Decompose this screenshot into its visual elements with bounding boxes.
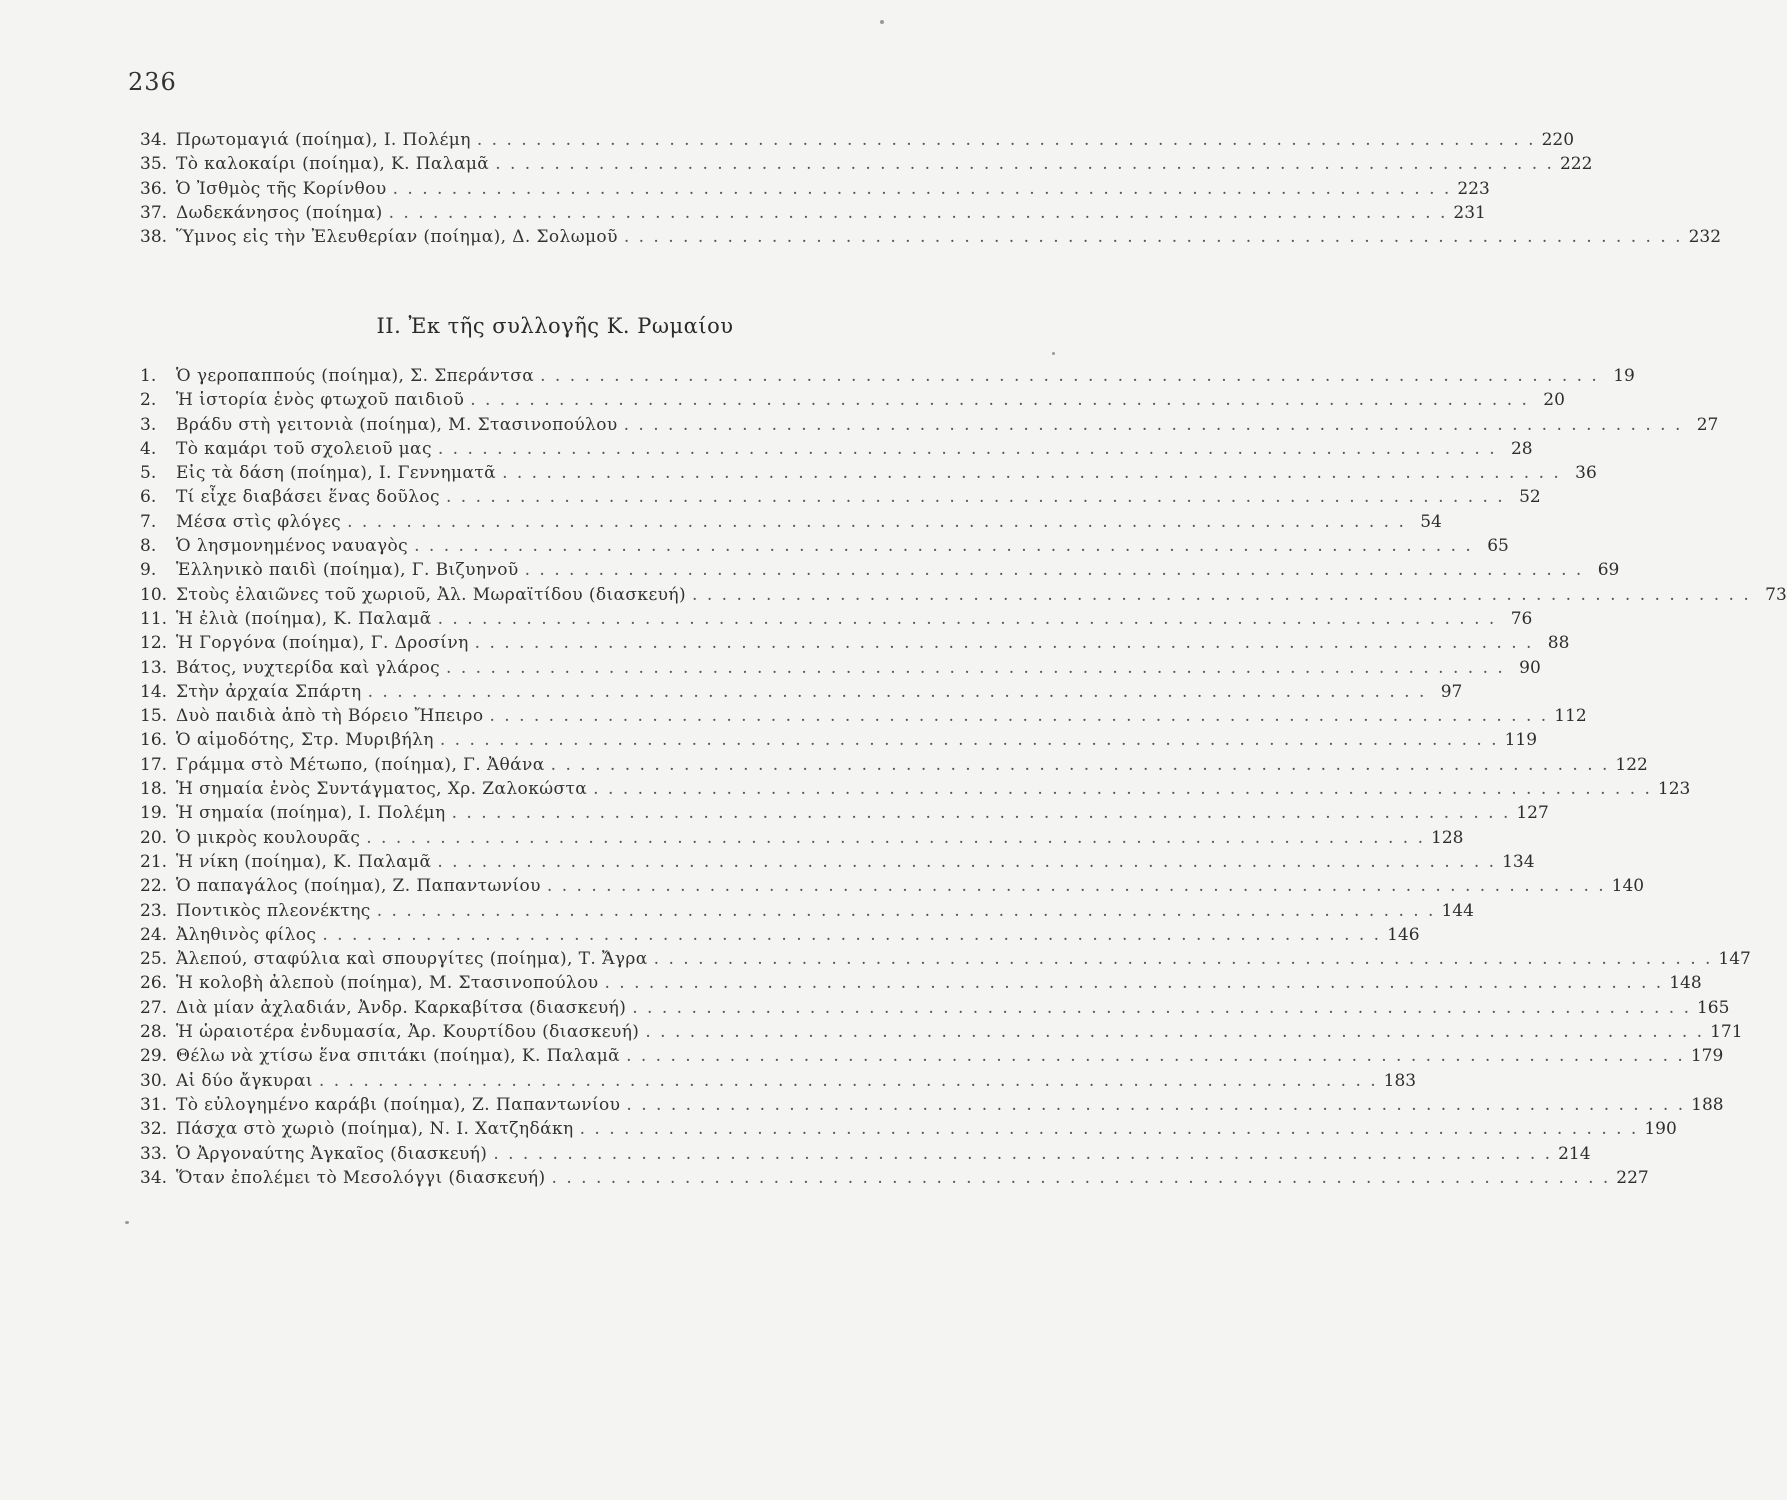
toc-section-one <box>140 128 1722 249</box>
toc-entry <box>140 461 1597 485</box>
toc-entry-title: Ἡ σημαία ἑνὸς Συντάγματος, Χρ. Ζαλοκώστα <box>176 779 588 800</box>
toc-entry-page: 148 <box>1669 973 1702 994</box>
toc-entry <box>140 152 1593 176</box>
toc-entry-page: 220 <box>1541 130 1575 150</box>
toc-dot-leader <box>495 152 1554 176</box>
toc-entry-page: 20 <box>1543 390 1565 411</box>
toc-dot-leader <box>366 826 1425 850</box>
toc-entry-number: 13. <box>140 657 168 678</box>
toc-dot-leader <box>645 1020 1704 1044</box>
toc-dot-leader <box>477 128 1536 152</box>
toc-entry-page: 222 <box>1559 154 1593 175</box>
toc-entry <box>140 1069 1417 1093</box>
paper-speck <box>125 1221 129 1224</box>
toc-entry-title: Τί εἶχε διαβάσει ἕνας δοῦλος <box>176 487 440 508</box>
toc-entry-title: Γράμμα στὸ Μέτωπο, (ποίημα), Γ. Ἀθάνα <box>176 754 545 775</box>
toc-entry-number: 36. <box>140 178 168 199</box>
toc-entry-page: 19 <box>1613 366 1635 386</box>
toc-entry-number: 4. <box>140 438 157 459</box>
toc-dot-leader <box>692 583 1751 607</box>
toc-entry-page: 54 <box>1420 511 1442 532</box>
toc-entry <box>140 753 1648 777</box>
toc-entry-title: Ὁ παπαγάλος (ποίημα), Ζ. Παπαντωνίου <box>176 876 541 897</box>
toc-entry-page: 76 <box>1510 608 1533 629</box>
toc-dot-leader <box>624 225 1683 249</box>
toc-entry-number: 21. <box>140 851 168 872</box>
toc-entry <box>140 485 1541 509</box>
toc-entry <box>140 607 1533 631</box>
toc-dot-leader <box>393 177 1452 201</box>
toc-entry-number: 18. <box>140 779 168 800</box>
section-heading: II. Ἐκ τῆς συλλογῆς Κ. Ρωμαίου <box>376 314 734 338</box>
toc-entry <box>140 510 1442 534</box>
toc-entry <box>140 826 1464 850</box>
toc-entry-title: Αἱ δύο ἄγκυραι <box>176 1070 313 1091</box>
toc-dot-leader <box>632 996 1691 1020</box>
toc-entry-number: 15. <box>140 706 168 727</box>
toc-dot-leader <box>551 753 1610 777</box>
paper-speck <box>1052 352 1055 355</box>
toc-entry-number: 8. <box>140 536 157 557</box>
toc-entry <box>140 534 1509 558</box>
toc-entry-page: 231 <box>1453 202 1486 223</box>
toc-entry-number: 28. <box>140 1022 168 1043</box>
page-number: 236 <box>128 68 177 96</box>
toc-entry-number: 16. <box>140 730 168 751</box>
toc-entry-title: Ὕμνος εἰς τὴν Ἐλευθερίαν (ποίημα), Δ. Σολωμοῦ <box>176 227 618 248</box>
toc-entry-page: 69 <box>1597 560 1620 581</box>
toc-entry <box>140 1044 1724 1068</box>
toc-entry-page: 227 <box>1616 1167 1649 1188</box>
toc-entry-page: 134 <box>1502 851 1535 872</box>
toc-dot-leader <box>452 801 1511 825</box>
paper-speck <box>880 20 884 24</box>
toc-entry-page: 147 <box>1718 949 1751 970</box>
toc-dot-leader <box>440 728 1499 752</box>
toc-entry-page: 88 <box>1547 633 1570 654</box>
toc-entry <box>140 777 1691 801</box>
toc-entry-page: 140 <box>1611 876 1645 897</box>
toc-entry <box>140 899 1474 923</box>
toc-entry-title: Τὸ εὐλογημένο καράβι (ποίημα), Ζ. Παπαντωνίου <box>176 1094 621 1115</box>
toc-entry-title: Ἡ ἱστορία ἑνὸς φτωχοῦ παιδιοῦ <box>176 390 465 411</box>
toc-entry-page: 183 <box>1383 1070 1417 1091</box>
toc-entry-number: 5. <box>140 463 157 484</box>
toc-entry-title: Ἡ νίκη (ποίημα), Κ. Παλαμᾶ <box>176 851 432 872</box>
toc-dot-leader <box>552 1166 1611 1190</box>
toc-entry-page: 97 <box>1440 681 1463 702</box>
toc-dot-leader <box>626 1044 1685 1068</box>
toc-entry <box>140 728 1538 752</box>
toc-entry <box>140 583 1787 607</box>
toc-entry <box>140 413 1719 437</box>
toc-dot-leader <box>438 437 1497 461</box>
toc-dot-leader <box>368 680 1427 704</box>
toc-entry-number: 3. <box>140 414 157 435</box>
toc-entry-page: 122 <box>1615 754 1648 775</box>
toc-dot-leader <box>475 631 1534 655</box>
toc-entry <box>140 201 1486 225</box>
toc-entry-title: Ὁ λησμονημένος ναυαγὸς <box>176 536 409 557</box>
toc-dot-leader <box>540 364 1599 388</box>
toc-dot-leader <box>580 1117 1639 1141</box>
toc-entry-title: Τὸ καμάρι τοῦ σχολειοῦ μας <box>176 438 432 459</box>
toc-entry <box>140 971 1702 995</box>
toc-entry-title: Διὰ μίαν ἀχλαδιάν, Ἀνδρ. Καρκαβίτσα (διασκευή) <box>176 997 627 1018</box>
toc-entry-page: 123 <box>1657 779 1691 800</box>
toc-entry <box>140 1166 1649 1190</box>
toc-entry-number: 26. <box>140 973 168 994</box>
toc-entry-number: 34. <box>140 1167 168 1188</box>
toc-entry <box>140 656 1541 680</box>
toc-entry-title: Βάτος, νυχτερίδα καὶ γλάρος <box>176 657 441 678</box>
toc-entry <box>140 225 1722 249</box>
toc-dot-leader <box>470 388 1529 412</box>
toc-entry-number: 37. <box>140 202 168 223</box>
toc-entry-number: 17. <box>140 754 168 775</box>
toc-entry-title: Ἡ Γοργόνα (ποίημα), Γ. Δροσίνη <box>176 633 469 654</box>
toc-dot-leader <box>446 656 1505 680</box>
toc-entry-number: 19. <box>140 803 168 824</box>
toc-entry-title: Θέλω νὰ χτίσω ἕνα σπιτάκι (ποίημα), Κ. Παλαμᾶ <box>176 1046 621 1067</box>
toc-entry-title: Ὁ γεροπαππούς (ποίημα), Σ. Σπεράντσα <box>176 366 535 386</box>
toc-entry-title: Δωδεκάνησος (ποίημα) <box>176 202 383 223</box>
toc-entry-number: 6. <box>140 487 157 508</box>
toc-entry-page: 36 <box>1575 463 1597 484</box>
toc-dot-leader <box>493 1142 1552 1166</box>
toc-entry-number: 38. <box>140 227 168 248</box>
toc-entry-number: 9. <box>140 560 157 581</box>
toc-entry <box>140 1093 1724 1117</box>
toc-entry-number: 30. <box>140 1070 168 1091</box>
toc-entry-number: 12. <box>140 633 168 654</box>
toc-entry-title: Ὁ μικρὸς κουλουρᾶς <box>176 827 361 848</box>
toc-entry-page: 232 <box>1688 227 1722 248</box>
toc-entry-title: Ὁ Ἀργοναύτης Ἀγκαῖος (διασκευή) <box>176 1143 488 1164</box>
toc-entry-page: 52 <box>1519 487 1541 508</box>
toc-entry <box>140 704 1587 728</box>
toc-dot-leader <box>593 777 1652 801</box>
toc-entry <box>140 177 1490 201</box>
toc-dot-leader <box>525 558 1584 582</box>
toc-entry <box>140 996 1730 1020</box>
toc-dot-leader <box>624 413 1683 437</box>
toc-entry-title: Ἡ ἐλιὰ (ποίημα), Κ. Παλαμᾶ <box>176 608 432 629</box>
toc-entry-title: Ποντικὸς πλεονέκτης <box>176 900 371 921</box>
toc-dot-leader <box>489 704 1548 728</box>
toc-dot-leader <box>547 874 1606 898</box>
toc-entry-number: 22. <box>140 876 168 897</box>
toc-entry-number: 32. <box>140 1119 168 1140</box>
toc-entry-title: Μέσα στὶς φλόγες <box>176 511 342 532</box>
toc-entry-number: 29. <box>140 1046 168 1067</box>
toc-entry-title: Ὁ Ἰσθμὸς τῆς Κορίνθου <box>176 178 387 199</box>
toc-entry-number: 14. <box>140 681 168 702</box>
toc-entry-page: 190 <box>1644 1119 1677 1140</box>
toc-dot-leader <box>319 1069 1378 1093</box>
toc-entry-title: Πάσχα στὸ χωριὸ (ποίημα), Ν. Ι. Χατζηδάκη <box>176 1119 574 1140</box>
toc-dot-leader <box>389 201 1448 225</box>
toc-dot-leader <box>626 1093 1685 1117</box>
toc-entry-page: 73 <box>1765 584 1787 605</box>
toc-entry-number: 7. <box>140 511 157 532</box>
toc-entry-page: 65 <box>1487 536 1509 557</box>
toc-dot-leader <box>654 947 1713 971</box>
toc-entry-title: Εἰς τὰ δάση (ποίημα), Ι. Γεννηματᾶ <box>176 463 497 484</box>
toc-entry-page: 214 <box>1558 1143 1591 1164</box>
toc-entry <box>140 1020 1743 1044</box>
toc-dot-leader <box>414 534 1473 558</box>
toc-entry-page: 112 <box>1554 706 1587 727</box>
toc-entry <box>140 801 1549 825</box>
toc-entry <box>140 364 1635 388</box>
toc-entry-page: 144 <box>1441 900 1474 921</box>
toc-entry <box>140 1117 1677 1141</box>
toc-dot-leader <box>446 485 1505 509</box>
toc-dot-leader <box>502 461 1561 485</box>
toc-entry-page: 28 <box>1510 438 1533 459</box>
toc-dot-leader <box>438 607 1497 631</box>
toc-entry-page: 127 <box>1516 803 1549 824</box>
toc-entry <box>140 680 1463 704</box>
toc-dot-leader <box>377 899 1436 923</box>
toc-entry-number: 2. <box>140 390 157 411</box>
toc-entry <box>140 128 1575 152</box>
toc-entry-title: Πρωτομαγιά (ποίημα), Ι. Πολέμη <box>176 130 471 150</box>
toc-entry <box>140 947 1751 971</box>
toc-entry-page: 146 <box>1387 924 1420 945</box>
toc-entry-title: Βράδυ στὴ γειτονιὰ (ποίημα), Μ. Στασινοπούλου <box>176 414 618 435</box>
toc-entry-title: Ἀλεπού, σταφύλια καὶ σπουργίτες (ποίημα), Τ. Ἄγρα <box>176 949 648 970</box>
toc-entry-page: 179 <box>1690 1046 1724 1067</box>
toc-entry <box>140 850 1535 874</box>
toc-entry <box>140 437 1533 461</box>
toc-entry-number: 20. <box>140 827 168 848</box>
toc-dot-leader <box>322 923 1381 947</box>
toc-entry-number: 33. <box>140 1143 168 1164</box>
toc-entry-number: 25. <box>140 949 168 970</box>
toc-entry <box>140 874 1645 898</box>
toc-entry-title: Δυὸ παιδιὰ ἀπὸ τὴ Βόρειο Ἤπειρο <box>176 706 484 727</box>
toc-entry <box>140 923 1420 947</box>
toc-entry-page: 119 <box>1504 730 1538 751</box>
toc-entry-page: 223 <box>1457 178 1490 199</box>
toc-entry-number: 11. <box>140 608 168 629</box>
toc-entry-page: 171 <box>1710 1022 1743 1043</box>
toc-entry-title: Στὴν ἀρχαία Σπάρτη <box>176 681 362 702</box>
toc-entry-title: Τὸ καλοκαίρι (ποίημα), Κ. Παλαμᾶ <box>176 154 490 175</box>
toc-entry-page: 27 <box>1696 414 1719 435</box>
toc-section-two <box>140 364 1787 1190</box>
toc-entry-title: Ὅταν ἐπολέμει τὸ Μεσολόγγι (διασκευή) <box>176 1167 546 1188</box>
toc-entry <box>140 558 1620 582</box>
toc-entry-title: Ἑλληνικὸ παιδὶ (ποίημα), Γ. Βιζυηνοῦ <box>176 560 519 581</box>
toc-entry-title: Ἡ ὡραιοτέρα ἐνδυμασία, Ἀρ. Κουρτίδου (διασκευή) <box>176 1022 640 1043</box>
toc-entry-page: 90 <box>1519 657 1541 678</box>
toc-dot-leader <box>347 510 1406 534</box>
toc-entry <box>140 388 1565 412</box>
toc-entry-page: 165 <box>1696 997 1730 1018</box>
toc-entry-number: 35. <box>140 154 168 175</box>
toc-dot-leader <box>437 850 1496 874</box>
toc-entry-title: Στοὺς ἐλαιῶνες τοῦ χωριοῦ, Ἀλ. Μωραϊτίδου (διασκευή) <box>176 584 687 605</box>
toc-entry-number: 24. <box>140 924 168 945</box>
toc-entry-title: Ὁ αἱμοδότης, Στρ. Μυριβήλη <box>176 730 434 751</box>
toc-entry <box>140 631 1570 655</box>
toc-entry-title: Ἀληθινὸς φίλος <box>176 924 317 945</box>
toc-entry-number: 1. <box>140 366 157 386</box>
toc-entry-title: Ἡ κολοβὴ ἀλεποὺ (ποίημα), Μ. Στασινοπούλου <box>176 973 599 994</box>
toc-entry-number: 31. <box>140 1094 168 1115</box>
toc-dot-leader <box>604 971 1663 995</box>
toc-entry <box>140 1142 1591 1166</box>
toc-entry-page: 188 <box>1691 1094 1724 1115</box>
toc-entry-number: 27. <box>140 997 168 1018</box>
toc-entry-number: 34. <box>140 130 168 150</box>
toc-entry-number: 23. <box>140 900 168 921</box>
toc-entry-page: 128 <box>1431 827 1464 848</box>
toc-entry-title: Ἡ σημαία (ποίημα), Ι. Πολέμη <box>176 803 446 824</box>
toc-entry-number: 10. <box>140 584 168 605</box>
